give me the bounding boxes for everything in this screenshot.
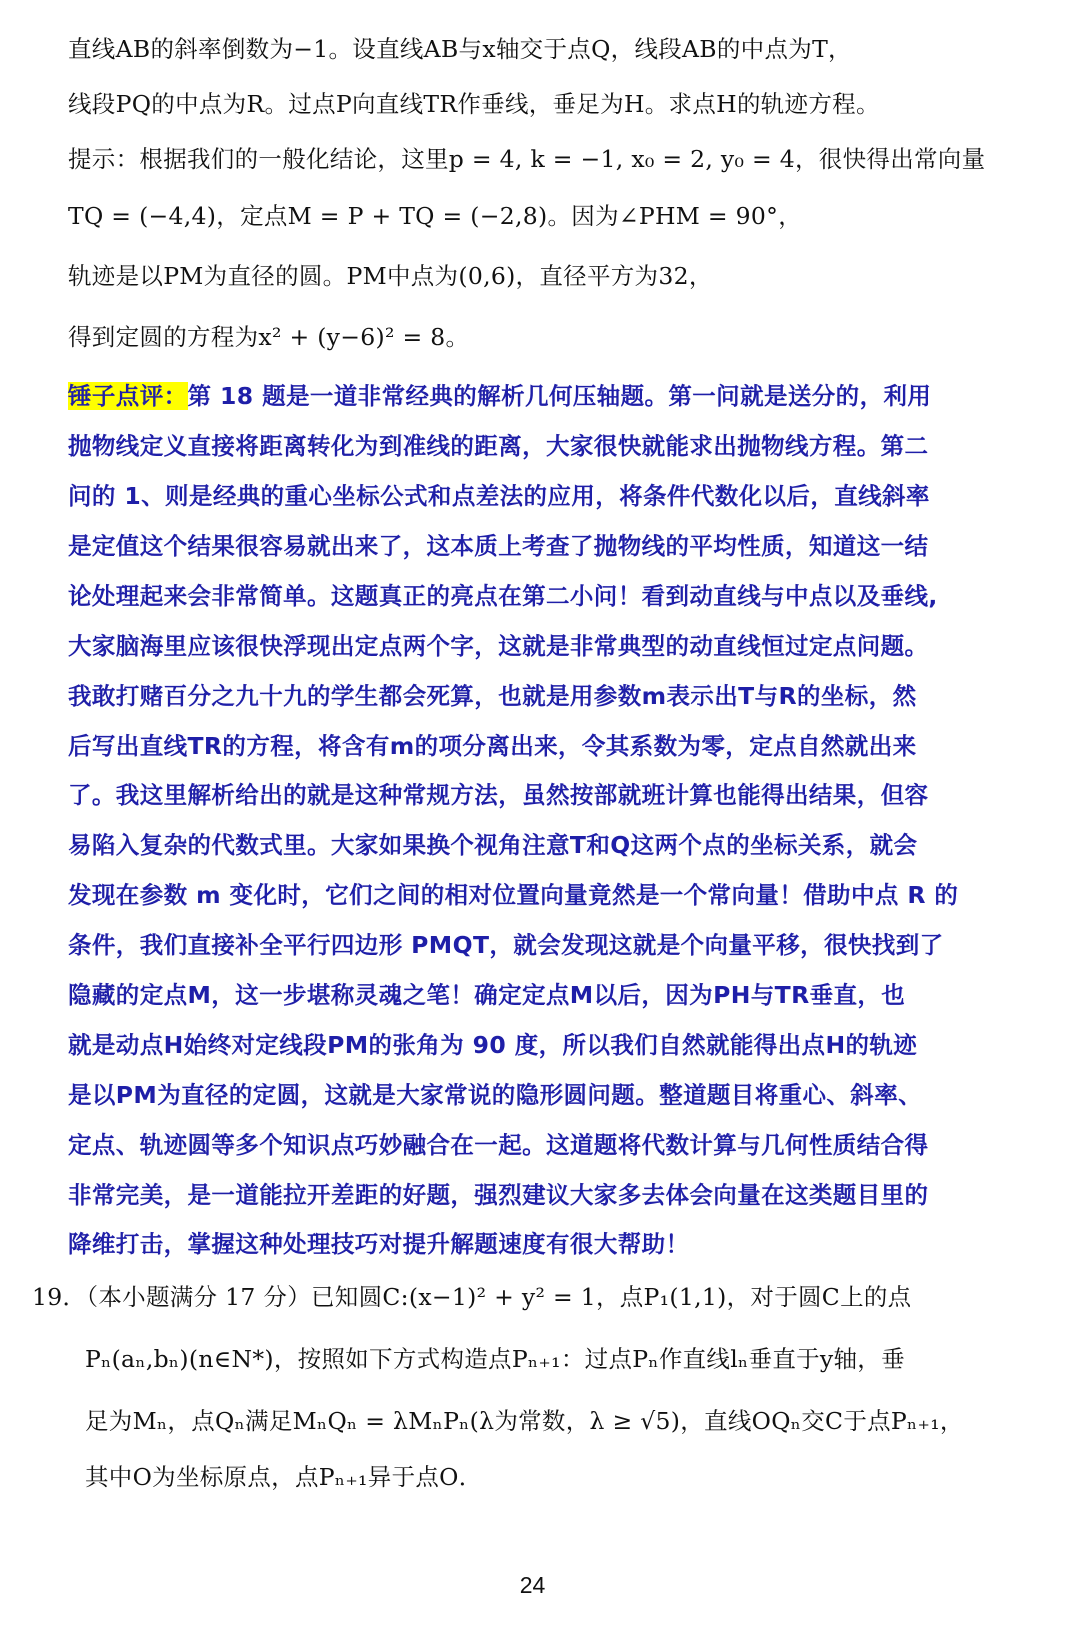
text-line-2: 线段PQ的中点为R。过点P向直线TR作垂线，垂足为H。求点H的轨迹方程。 [68, 90, 880, 118]
comment-line-7: 我敢打赌百分之九十九的学生都会死算，也就是用参数m表示出T与R的坐标，然 [68, 682, 917, 710]
question-19-line-4: 其中O为坐标原点，点Pₙ₊₁异于点O． [85, 1463, 483, 1491]
comment-line-3: 问的 1、则是经典的重心坐标公式和点差法的应用，将条件代数化以后，直线斜率 [68, 482, 930, 510]
comment-line-12: 条件，我们直接补全平行四边形 PMQT，就会发现这就是个向量平移，很快找到了 [68, 931, 944, 959]
comment-line-8: 后写出直线TR的方程，将含有m的项分离出来，令其系数为零，定点自然就出来 [68, 732, 917, 760]
question-19-line-2: Pₙ(aₙ,bₙ)(n∈N*)，按照如下方式构造点Pₙ₊₁：过点Pₙ作直线lₙ垂直于y轴，垂 [85, 1345, 905, 1373]
text-line-4: TQ = (−4,4)，定点M = P + TQ = (−2,8)。因为∠PHM = 90°， [68, 202, 803, 230]
comment-line-2: 抛物线定义直接将距离转化为到准线的距离，大家很快就能求出抛物线方程。第二 [68, 432, 929, 460]
text-line-1: 直线AB的斜率倒数为−1。设直线AB与x轴交于点Q，线段AB的中点为T， [68, 35, 852, 63]
comment-tag: 锤子点评： [68, 382, 188, 410]
text-line-5: 轨迹是以PM为直径的圆。PM中点为(0,6)，直径平方为32， [68, 262, 713, 290]
comment-line-6: 大家脑海里应该很快浮现出定点两个字，这就是非常典型的动直线恒过定点问题。 [68, 632, 929, 660]
comment-line-4: 是定值这个结果很容易就出来了，这本质上考查了抛物线的平均性质，知道这一结 [68, 532, 929, 560]
comment-line-5: 论处理起来会非常简单。这题真正的亮点在第二小问！看到动直线与中点以及垂线, [68, 582, 938, 610]
text-line-6: 得到定圆的方程为x² + (y−6)² = 8。 [68, 323, 470, 351]
text-line-3: 提示：根据我们的一般化结论，这里p = 4, k = −1, x₀ = 2, y₀ = 4，很快得出常向量 [68, 145, 986, 173]
page-number: 24 [519, 1572, 546, 1598]
comment-text: 第 18 题是一道非常经典的解析几何压轴题。第一问就是送分的，利用 [187, 382, 932, 410]
comment-line-1 [68, 377, 998, 411]
comment-line-11: 发现在参数 m 变化时，它们之间的相对位置向量竟然是一个常向量！借助中点 R 的 [68, 881, 959, 909]
comment-line-9: 了。我这里解析给出的就是这种常规方法，虽然按部就班计算也能得出结果，但容 [68, 781, 929, 809]
comment-line-17: 非常完美，是一道能拉开差距的好题，强烈建议大家多去体会向量在这类题目里的 [68, 1181, 929, 1209]
comment-line-15: 是以PM为直径的定圆，这就是大家常说的隐形圆问题。整道题目将重心、斜率、 [68, 1081, 923, 1109]
comment-line-14: 就是动点H始终对定线段PM的张角为 90 度，所以我们自然就能得出点H的轨迹 [68, 1031, 918, 1059]
comment-line-13: 隐藏的定点M，这一步堪称灵魂之笔！确定定点M以后，因为PH与TR垂直，也 [68, 981, 906, 1009]
comment-line-10: 易陷入复杂的代数式里。大家如果换个视角注意T和Q这两个点的坐标关系，就会 [68, 831, 918, 859]
comment-line-18: 降维打击，掌握这种处理技巧对提升解题速度有很大帮助！ [68, 1230, 690, 1258]
question-19-line-3: 足为Mₙ，点Qₙ满足MₙQₙ = λMₙPₙ(λ为常数，λ ≥ √5)，直线OQₙ交C于点Pₙ₊₁， [85, 1407, 964, 1435]
question-19-line-1: 19．（本小题满分 17 分）已知圆C:(x−1)² + y² = 1，点P₁(1,1)，对于圆C上的点 [32, 1283, 912, 1311]
comment-line-16: 定点、轨迹圆等多个知识点巧妙融合在一起。这道题将代数计算与几何性质结合得 [68, 1131, 929, 1159]
